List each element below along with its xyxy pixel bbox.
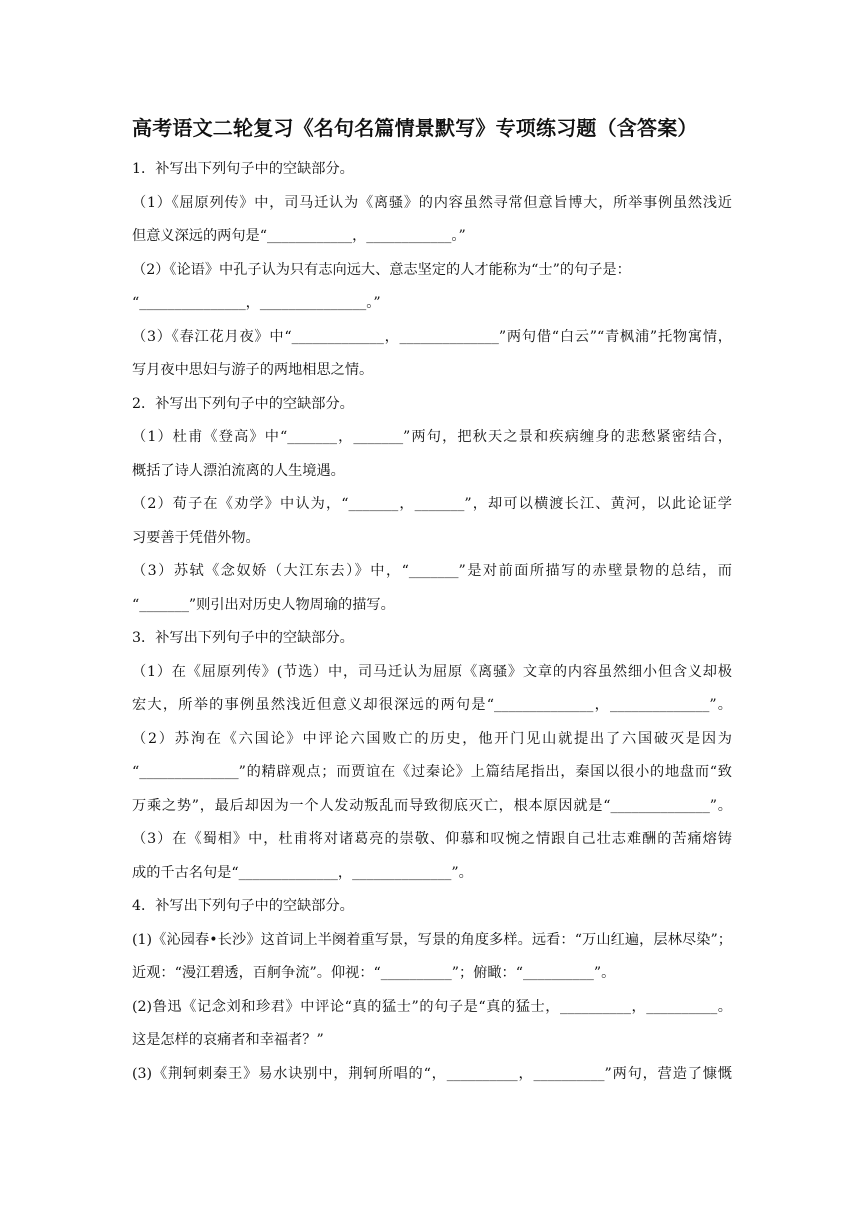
question-1-item-1-line-2: 但意义深远的两句是“____________，____________。” <box>132 228 466 244</box>
question-3-item-1-line-1: （1）在《屈原列传》(节选）中，司马迁认为屈原《离骚》文章的内容虽然细小但含义却极 <box>132 663 732 680</box>
question-1-item-2-line-2: “_______________，_______________。” <box>132 295 381 311</box>
question-1-heading: 1．补写出下列句子中的空缺部分。 <box>132 161 354 177</box>
document-body <box>132 153 732 1091</box>
question-4-item-2-line-1: (2)鲁迅《记念刘和珍君》中评论“真的猛士”的句子是“真的猛士，__________，__________。 <box>132 998 732 1015</box>
question-4-heading: 4．补写出下列句子中的空缺部分。 <box>132 898 354 914</box>
question-4-item-1-line-1: (1)《沁园春•长沙》这首词上半阕着重写景，写景的角度多样。远看：“万山红遍，层林尽染”； <box>132 931 732 948</box>
question-2-item-2-line-2: 习要善于凭借外物。 <box>132 529 260 546</box>
question-2-item-1-line-2: 概括了诗人漂泊流离的人生境遇。 <box>132 462 345 479</box>
question-1-item-1-line-1: （1）《屈原列传》中，司马迁认为《离骚》的内容虽然寻常但意旨博大，所举事例虽然浅近 <box>132 194 732 211</box>
question-3-item-1-line-2: 宏大，所举的事例虽然浅近但意义却很深远的两句是“______________，______________”。 <box>132 697 732 713</box>
question-3-heading: 3．补写出下列句子中的空缺部分。 <box>132 630 354 646</box>
question-2-item-2-line-1: （2）荀子在《劝学》中认为，“_______，_______”，却可以横渡长江、黄河，以此论证学 <box>132 496 732 512</box>
question-4-item-3-line-1: (3)《荆轲刺秦王》易水诀别中，荆轲所唱的“，__________，__________”两句，营造了慷慨 <box>132 1065 732 1082</box>
question-2-item-3-line-2: “_______”则引出对历史人物周瑜的描写。 <box>132 596 395 613</box>
question-2-item-1-line-1: （1）杜甫《登高》中“_______，_______”两句，把秋天之景和疾病缠身的悲愁紧密结合， <box>132 429 732 445</box>
question-3-item-3-line-2: 成的千古名句是“______________，______________”。 <box>132 864 473 881</box>
question-1-item-2-line-1: （2）《论语》中孔子认为只有志向远大、意志坚定的人才能称为“士”的句子是： <box>132 261 631 278</box>
question-3-item-2-line-2: “______________”的精辟观点；而贾谊在《过秦论》上篇结尾指出，秦国以很小的地盘而“致 <box>132 764 732 780</box>
question-4-item-2-line-2: 这是怎样的哀痛者和幸福者？” <box>132 1032 324 1048</box>
question-1-item-3-line-2: 写月夜中思妇与游子的两地相思之情。 <box>132 362 374 378</box>
question-2-item-3-line-1: （3）苏轼《念奴娇（大江东去）》中，“_______”是对前面所描写的赤壁景物的总结，而 <box>132 563 732 579</box>
question-3-item-2-line-1: （2）苏洵在《六国论》中评论六国败亡的历史，他开门见山就提出了六国破灭是因为 <box>132 730 732 747</box>
question-1-item-3-line-1: （3）《春江花月夜》中“_____________，______________”两句借“白云”“青枫浦”托物寓情， <box>132 328 732 345</box>
question-4-item-1-line-2: 近观：“漫江碧透，百舸争流”。仰视：“__________”；俯瞰：“__________”。 <box>132 965 616 981</box>
question-2-heading: 2．补写出下列句子中的空缺部分。 <box>132 395 354 412</box>
question-3-item-2-line-3: 万乘之势”，最后却因为一个人发动叛乱而导致彻底灭亡，根本原因就是“______________”。 <box>132 797 732 814</box>
document-title: 高考语文二轮复习《名句名篇情景默写》专项练习题（含答案） <box>132 116 698 140</box>
question-3-item-3-line-1: （3）在《蜀相》中，杜甫将对诸葛亮的崇敬、仰慕和叹惋之情跟自己壮志难酬的苦痛熔铸 <box>132 831 732 847</box>
